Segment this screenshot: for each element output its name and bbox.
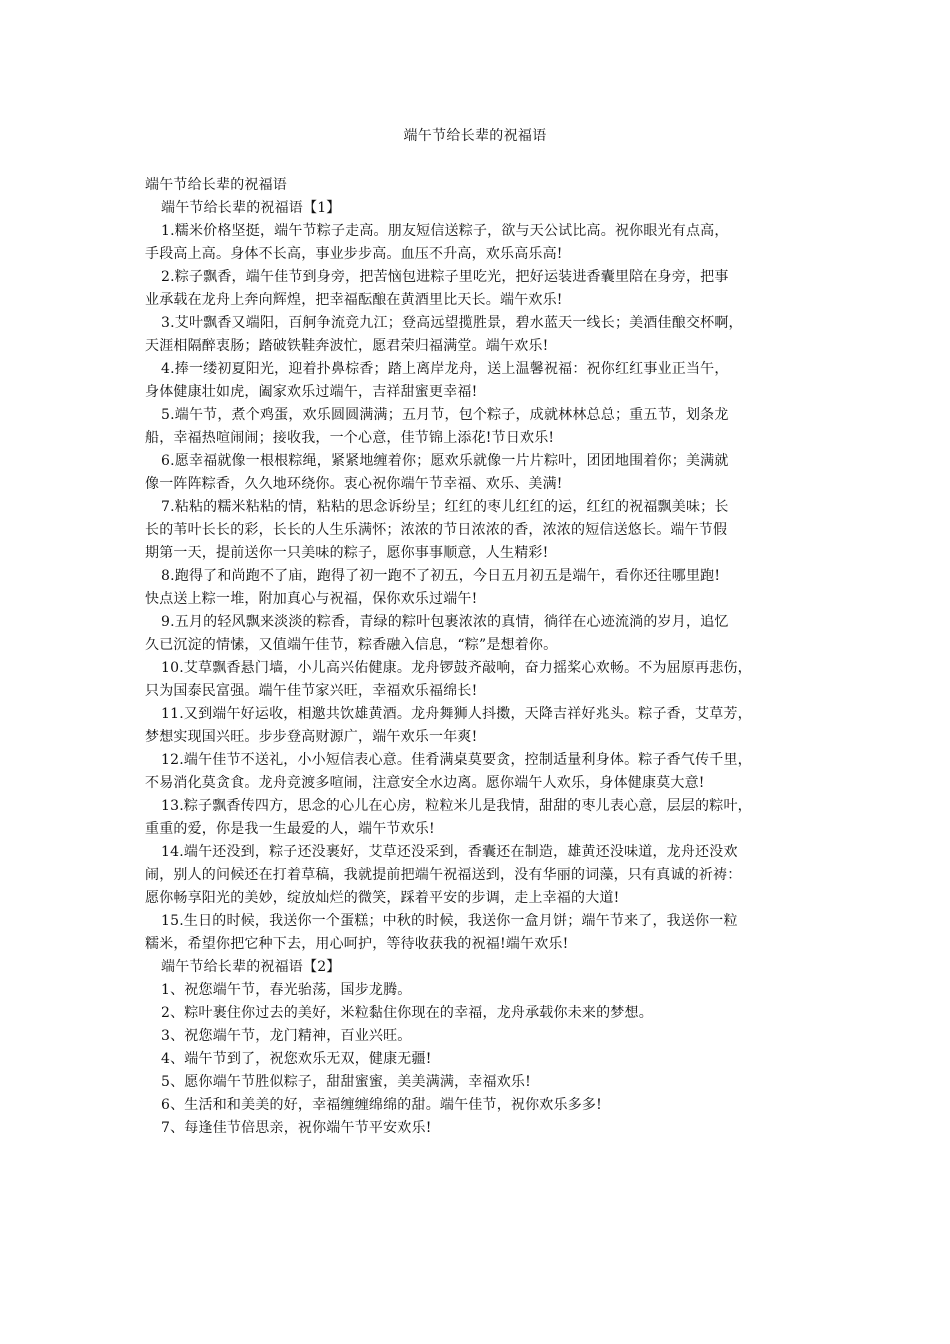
text-line: 4.捧一缕初夏阳光，迎着扑鼻棕香；踏上离岸龙舟，送上温馨祝福：祝你红红事业正当午， xyxy=(161,361,729,377)
text-line: 天涯相隔醉衷肠；踏破铁鞋奔波忙，愿君荣归福满堂。端午欢乐! xyxy=(145,338,549,354)
text-line: 13.粽子飘香传四方，思念的心儿在心房，粒粒米儿是我情，甜甜的枣儿表心意，层层的粽叶， xyxy=(161,798,752,814)
text-line: 梦想实现国兴旺。步步登高财源广，端午欢乐一年爽! xyxy=(145,729,478,745)
text-line: 不易消化莫贪食。龙舟竞渡多喧闹，注意安全水边离。愿你端午人欢乐，身体健康莫大意! xyxy=(145,775,705,791)
list-item: 7、每逢佳节倍思亲，祝你端午节平安欢乐! xyxy=(161,1120,432,1136)
list-item: 6、生活和和美美的好，幸福缠缠绵绵的甜。端午佳节，祝你欢乐多多! xyxy=(161,1097,602,1113)
body-heading: 端午节给长辈的祝福语 xyxy=(145,177,287,193)
text-line: 闹，别人的问候还在打着草稿，我就提前把端午祝福送到，没有华丽的词藻，只有真诚的祈祷： xyxy=(145,867,742,883)
list-item: 3、祝您端午节，龙门精神，百业兴旺。 xyxy=(161,1028,412,1044)
list-item: 4、端午节到了，祝您欢乐无双，健康无疆! xyxy=(161,1051,432,1067)
text-line: 业承载在龙舟上奔向辉煌，把幸福酝酿在黄酒里比天长。端午欢乐! xyxy=(145,292,563,308)
text-line: 只为国泰民富强。端午佳节家兴旺，幸福欢乐福绵长! xyxy=(145,683,478,699)
text-line: 船，幸福热喧闹闹；接收我，一个心意，佳节锦上添花!节日欢乐! xyxy=(145,430,555,446)
text-line: 手段高上高。身体不长高，事业步步高。血压不升高，欢乐高乐高! xyxy=(145,246,563,262)
text-line: 12.端午佳节不送礼，小小短信表心意。佳肴满桌莫要贪，控制适量利身体。粽子香气传千里， xyxy=(161,752,752,768)
text-line: 糯米，希望你把它种下去，用心呵护，等待收获我的祝福!端午欢乐! xyxy=(145,936,569,952)
document-title: 端午节给长辈的祝福语 xyxy=(403,128,547,144)
list-item: 1、祝您端午节，春光骀荡，国步龙腾。 xyxy=(161,982,412,998)
document-body xyxy=(145,174,815,1140)
text-line: 2.粽子飘香，端午佳节到身旁，把苦恼包进粽子里吃光，把好运装进香囊里陪在身旁，把事 xyxy=(161,269,729,285)
text-line: 3.艾叶飘香又端阳，百舸争流竞九江；登高远望揽胜景，碧水蓝天一线长；美酒佳酿交杯啊， xyxy=(161,315,743,331)
text-line: 11.又到端午好运收，相邀共饮雄黄酒。龙舟舞狮人抖擞，天降吉祥好兆头。粽子香，艾草芳， xyxy=(161,706,752,722)
text-line: 1.糯米价格坚挺，端午节粽子走高。朋友短信送粽子，欲与天公试比高。祝你眼光有点高， xyxy=(161,223,729,239)
text-line: 8.跑得了和尚跑不了庙，跑得了初一跑不了初五，今日五月初五是端午，看你还往哪里跑! xyxy=(161,568,721,584)
text-line: 5.端午节，煮个鸡蛋，欢乐圆圆满满；五月节，包个粽子，成就林林总总；重五节，划条龙 xyxy=(161,407,729,423)
text-line: 15.生日的时候，我送你一个蛋糕；中秋的时候，我送你一盒月饼；端午节来了，我送你一粒 xyxy=(161,913,738,929)
section-1-heading: 端午节给长辈的祝福语【1】 xyxy=(161,200,341,216)
text-line: 重重的爱，你是我一生最爱的人，端午节欢乐! xyxy=(145,821,435,837)
text-line: 6.愿幸福就像一根根粽绳，紧紧地缠着你；愿欢乐就像一片片粽叶，团团地围着你；美满就 xyxy=(161,453,729,469)
text-line: 14.端午还没到，粽子还没裹好，艾草还没采到，香囊还在制造，雄黄还没味道，龙舟还没欢 xyxy=(161,844,738,860)
text-line: 身体健康壮如虎，阖家欢乐过端午，吉祥甜蜜更幸福! xyxy=(145,384,478,400)
text-line: 7.粘粘的糯米粘粘的情，粘粘的思念诉纷呈；红红的枣儿红红的运，红红的祝福飘美味；长 xyxy=(161,499,729,515)
text-line: 10.艾草飘香悬门墙，小儿高兴佑健康。龙舟锣鼓齐敲响，奋力摇桨心欢畅。不为屈原再悲伤， xyxy=(161,660,752,676)
text-line: 期第一天，提前送你一只美味的粽子，愿你事事顺意，人生精彩! xyxy=(145,545,549,561)
list-item: 2、粽叶裹住你过去的美好，米粒黏住你现在的幸福，龙舟承载你未来的梦想。 xyxy=(161,1005,653,1021)
text-line: 9.五月的轻风飘来淡淡的粽香，青绿的粽叶包裹浓浓的真情，徜徉在心迹流淌的岁月，追忆 xyxy=(161,614,729,630)
text-line: 快点送上粽一堆，附加真心与祝福，保你欢乐过端午! xyxy=(145,591,478,607)
text-line: 久已沉淀的情愫，又值端午佳节，粽香融入信息，“粽”是想着你。 xyxy=(145,637,558,653)
text-line: 愿你畅享阳光的美妙，绽放灿烂的微笑，踩着平安的步调，走上幸福的大道! xyxy=(145,890,620,906)
section-2-heading: 端午节给长辈的祝福语【2】 xyxy=(161,959,341,975)
text-line: 长的苇叶长长的彩，长长的人生乐满怀；浓浓的节日浓浓的香，浓浓的短信送悠长。端午节假 xyxy=(145,522,728,538)
text-line: 像一阵阵粽香，久久地环绕你。衷心祝你端午节幸福、欢乐、美满! xyxy=(145,476,563,492)
list-item: 5、愿你端午节胜似粽子，甜甜蜜蜜，美美满满，幸福欢乐! xyxy=(161,1074,531,1090)
